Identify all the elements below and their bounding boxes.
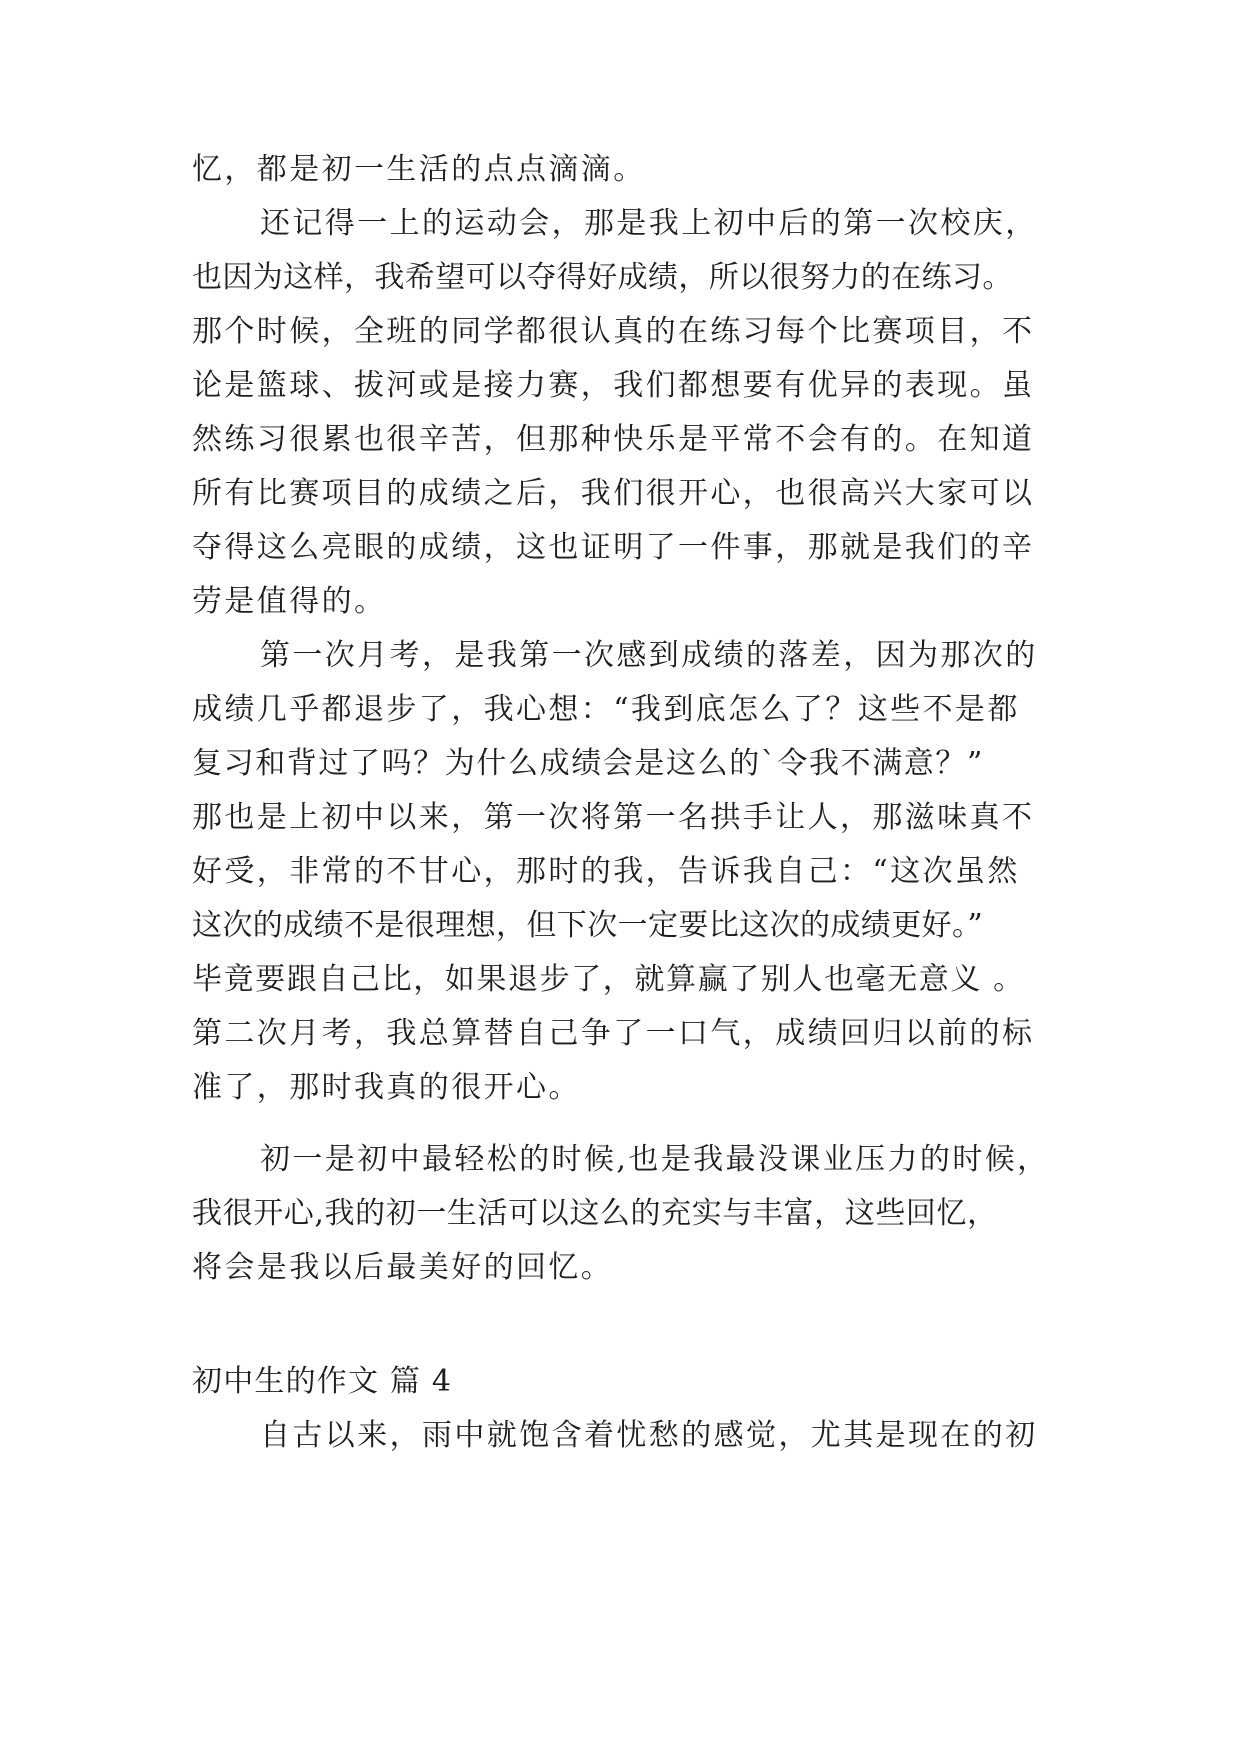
text-line: 这次的成绩不是很理想，但下次一定要比这次的成绩更好。” [192,908,984,943]
text-line: 成绩几乎都退步了，我心想：“我到底怎么了？这些不是都 [192,692,1020,727]
text-line: 复习和背过了吗？为什么成绩会是这么的`令我不满意？” [192,746,984,781]
section-heading: 初中生的作文 篇 4 [192,1364,453,1399]
text-line: 毕竟要跟自己比，如果退步了，就算赢了别人也毫无意义 。 [192,962,1025,997]
text-line: 然练习很累也很辛苦，但那种快乐是平常不会有的。在知道 [192,422,1035,457]
text-line: 也因为这样，我希望可以夺得好成绩，所以很努力的在练习。 [192,260,1013,295]
text-line: 夺得这么亮眼的成绩，这也证明了一件事，那就是我们的辛 [192,530,1035,565]
text-line: 那个时候，全班的同学都很认真的在练习每个比赛项目，不 [192,314,1035,349]
text-line: 论是篮球、拔河或是接力赛，我们都想要有优异的表现。虽 [192,368,1035,403]
text-line: 自古以来，雨中就饱含着忧愁的感觉，尤其是现在的初 [260,1418,1038,1453]
text-line: 将会是我以后最美好的回忆。 [192,1250,614,1285]
text-line: 还记得一上的运动会，那是我上初中后的第一次校庆， [260,206,1038,241]
text-line: 我很开心,我的初一生活可以这么的充实与丰富，这些回忆， [192,1196,998,1231]
text-line: 第二次月考，我总算替自己争了一口气，成绩回归以前的标 [192,1016,1035,1051]
text-line: 第一次月考，是我第一次感到成绩的落差，因为那次的 [260,638,1038,673]
text-line: 初一是初中最轻松的时候,也是我最没课业压力的时候， [260,1142,1050,1177]
text-line: 所有比赛项目的成绩之后，我们很开心，也很高兴大家可以 [192,476,1035,511]
text-line: 劳是值得的。 [192,584,387,619]
text-line: 准了，那时我真的很开心。 [192,1070,581,1105]
text-line: 忆，都是初一生活的点点滴滴。 [192,152,646,187]
text-line: 好受，非常的不甘心，那时的我，告诉我自己：“这次虽然 [192,854,1020,889]
text-line: 那也是上初中以来，第一次将第一名拱手让人，那滋味真不 [192,800,1035,835]
